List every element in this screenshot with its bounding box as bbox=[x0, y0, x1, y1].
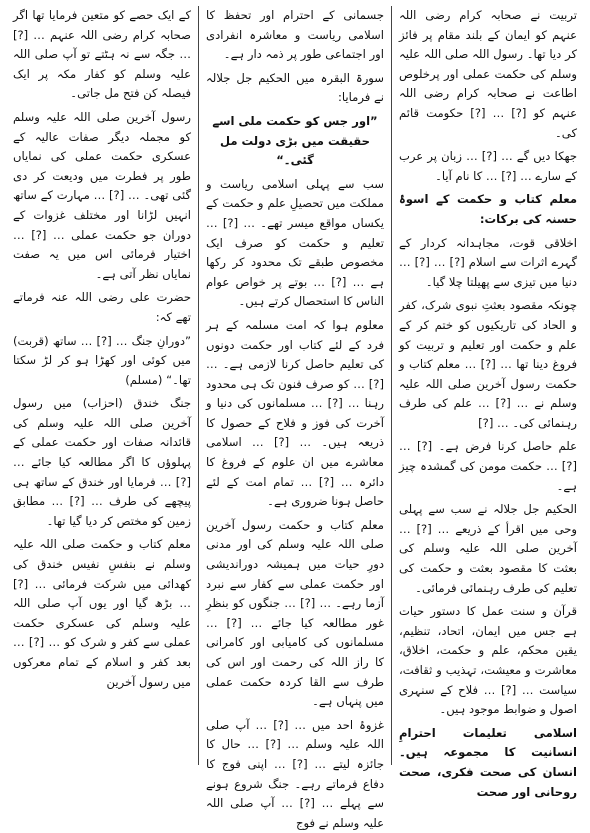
text-column-left bbox=[6, 6, 199, 765]
paragraph: جھکا دیں گے … [?] … زبان پر عرب کے سارے … [?] … کا نام آیا۔ bbox=[399, 149, 577, 183]
paragraph: علم حاصل کرنا فرض ہے۔ [?] … [?] … حکمت مومن کی گمشدہ چیز ہے۔ bbox=[399, 439, 577, 493]
paragraph: سب سے پہلی اسلامی ریاست و مملکت میں تحصیلِ علم و حکمت کے یکساں مواقع میسر تھے۔ … [?] … تعلیم و حکمت کو صرف ایک مخصوص طبقے تک محدود کر رکھا ہے … [?] … بوتے پر خواص عوام الناس کا استحصال کرتے ہیں۔ bbox=[206, 176, 384, 309]
paragraph: سورۃ البقرہ میں الحکیم جل جلالہ نے فرمایا: bbox=[206, 70, 384, 105]
paragraph: اخلاقی قوت، مجاہدانہ کردار کے گہرے اثرات سے اسلام [?] … [?] … دنیا میں تیزی سے پھیلتا چلا گیا۔ bbox=[399, 235, 577, 289]
paragraph: تربیت نے صحابہ کرام رضی اللہ عنہم کو ایمان کے بلند مقام پر فائز کر دیا تھا۔ رسول اللہ صلی اللہ علیہ وسلم کی حکمت عملی اور پرخلوص اطاعت نے صحابہ کرام رضی اللہ عنہم کو [?] … [?] حکومت قائم کی۔ bbox=[399, 8, 577, 140]
paragraph: غزوۂ احد میں … [?] … آپ صلی اللہ علیہ وسلم … [?] … حال کا جائزہ لیتے … [?] … اپنی فوج کا دفاع فرماتے رہے۔ جنگ شروع ہونے سے پہلے … [?] … آپ صلی اللہ علیہ وسلم نے فوج bbox=[206, 717, 384, 830]
paragraph: جنگ خندق (احزاب) میں رسول آخرین صلی اللہ علیہ وسلم کی قائدانہ صفات اور حکمت عملی کے پہلوؤں کا اگر مطالعہ کیا جائے … [?] … فرمایا اور خندق کے ساتھ ہی پیچھے کی طرف … [?] … مطابق زمین کو مختص کر دیا گیا تھا۔ bbox=[13, 396, 191, 528]
paragraph: جسمانی کے احترام اور تحفظ کا اسلامی ریاست و معاشرہ انفرادی اور اجتماعی طور پر ذمہ دار ہے۔ bbox=[206, 8, 384, 62]
quotation: ”دورانِ جنگ … [?] … ساتھ (قربت) میں کوئی اور کھڑا ہو کر لڑ سکتا تھا۔“ (مسلم) bbox=[13, 333, 191, 387]
paragraph: قرآن و سنت عمل کا دستور حیات ہے جس میں ایمان، اتحاد، تنظیم، یقین محکم، علم و حکمت، اخلاق، معاشرت و معیشت، تہذیب و ثقافت، سیاست … [?] … فلاح کے سنہری اصول و ضوابط موجود ہیں۔ bbox=[399, 604, 577, 717]
text-column-right bbox=[392, 6, 584, 799]
paragraph: اسلامی تعلیمات احترامِ انسانیت کا مجموعہ ہیں۔ انسان کی صحت فکری، صحت روحانی اور صحت bbox=[399, 725, 577, 799]
paragraph: معلم کتاب و حکمت رسول آخرین صلی اللہ علیہ وسلم کی اور مدنی دورِ حیات میں ہمیشہ دوراندیشی اور حکمت عملی سے کفار سے نبرد آزما رہے۔ … [?] … جنگوں کو بنظرِ غور مطالعہ کیا جائے … [?] … مسلمانوں کی کامیابی اور کامرانی کا راز اللہ کی رحمت اور اس کی طرف سے القا کردہ حکمت عملی میں پنہاں ہے۔ bbox=[206, 517, 384, 709]
text-column-middle bbox=[199, 6, 392, 830]
paragraph: الحکیم جل جلالہ نے سب سے پہلی وحی میں اقرأ کے ذریعے … [?] … آخرین صلی اللہ علیہ وسلم کی بعثت کا مقصود بعثت و حکمت کی تعلیم کی طرف رہنمائی فرمائی۔ bbox=[399, 502, 577, 595]
paragraph: معلم کتاب و حکمت صلی اللہ علیہ وسلم نے بنفسِ نفیس خندق کی کھدائی میں شرکت فرمائی … [?] … بڑھ گیا اور یوں آپ صلی اللہ علیہ وسلم کی عسکری حکمت عملی سے کفر و شرک کو … [?] … بعد کفر و اسلام کے تمام معرکوں میں رسول آخرین bbox=[13, 537, 191, 689]
quotation: ”اور جس کو حکمت ملی اسے حقیقت میں بڑی دولت مل گئی۔“ bbox=[212, 113, 378, 168]
paragraph: کے ایک حصے کو متعین فرمایا تھا اگر صحابہ کرام رضی اللہ عنہم … [?] … جگہ سے نہ ہٹتے تو آپ صلی اللہ علیہ وسلم کو کفار مکہ پر ایک فیصلہ کن فتح مل جاتی۔ bbox=[13, 8, 191, 101]
paragraph: حضرت علی رضی اللہ عنہ فرماتے تھے کہ: bbox=[13, 290, 191, 324]
section-heading: معلم کتاب و حکمت کے اسوۂ حسنہ کی برکات: bbox=[399, 192, 577, 226]
paragraph: معلوم ہوا کہ امت مسلمہ کے ہر فرد کے لئے کتاب اور حکمت دونوں کی تعلیم حاصل کرنا لازمی ہے۔ … [?] … کو صرف فنون تک ہی محدود رہنا … [?] … مسلمانوں کی دنیا و آخرت کی فوز و فلاح کے حصول کا ذریعہ ہیں۔ … [?] … اسلامی معاشرے میں ان علوم کے فروغ کا دائرہ … [?] … تمام امت کے لئے حاصل ہونا ضروری ہے۔ bbox=[206, 317, 384, 509]
paragraph: رسول آخرین صلی اللہ علیہ وسلم کو مجملہ دیگر صفات عالیہ کے عسکری حکمت عملی کی نمایاں طور پر فطرت میں ودیعت کر دی گئی تھی۔ … [?] … مہارت کے ساتھ انہیں لڑانا اور مختلف غزوات کے دوران جو حکمت عملی … [?] … اختیار فرمائی اس میں یہ صفت نمایاں نظر آتی ہے۔ bbox=[13, 109, 191, 281]
paragraph: چونکہ مقصود بعثتِ نبوی شرک، کفر و الحاد کی تاریکیوں کو ختم کر کے علم و حکمت اور تعلیم و تربیت کو فروغ دینا تھا … [?] … معلم کتاب و حکمت رسول آخرین صلی اللہ علیہ وسلم نے … [?] … علم کی طرف رہنمائی کی۔ … [?] bbox=[399, 298, 577, 430]
